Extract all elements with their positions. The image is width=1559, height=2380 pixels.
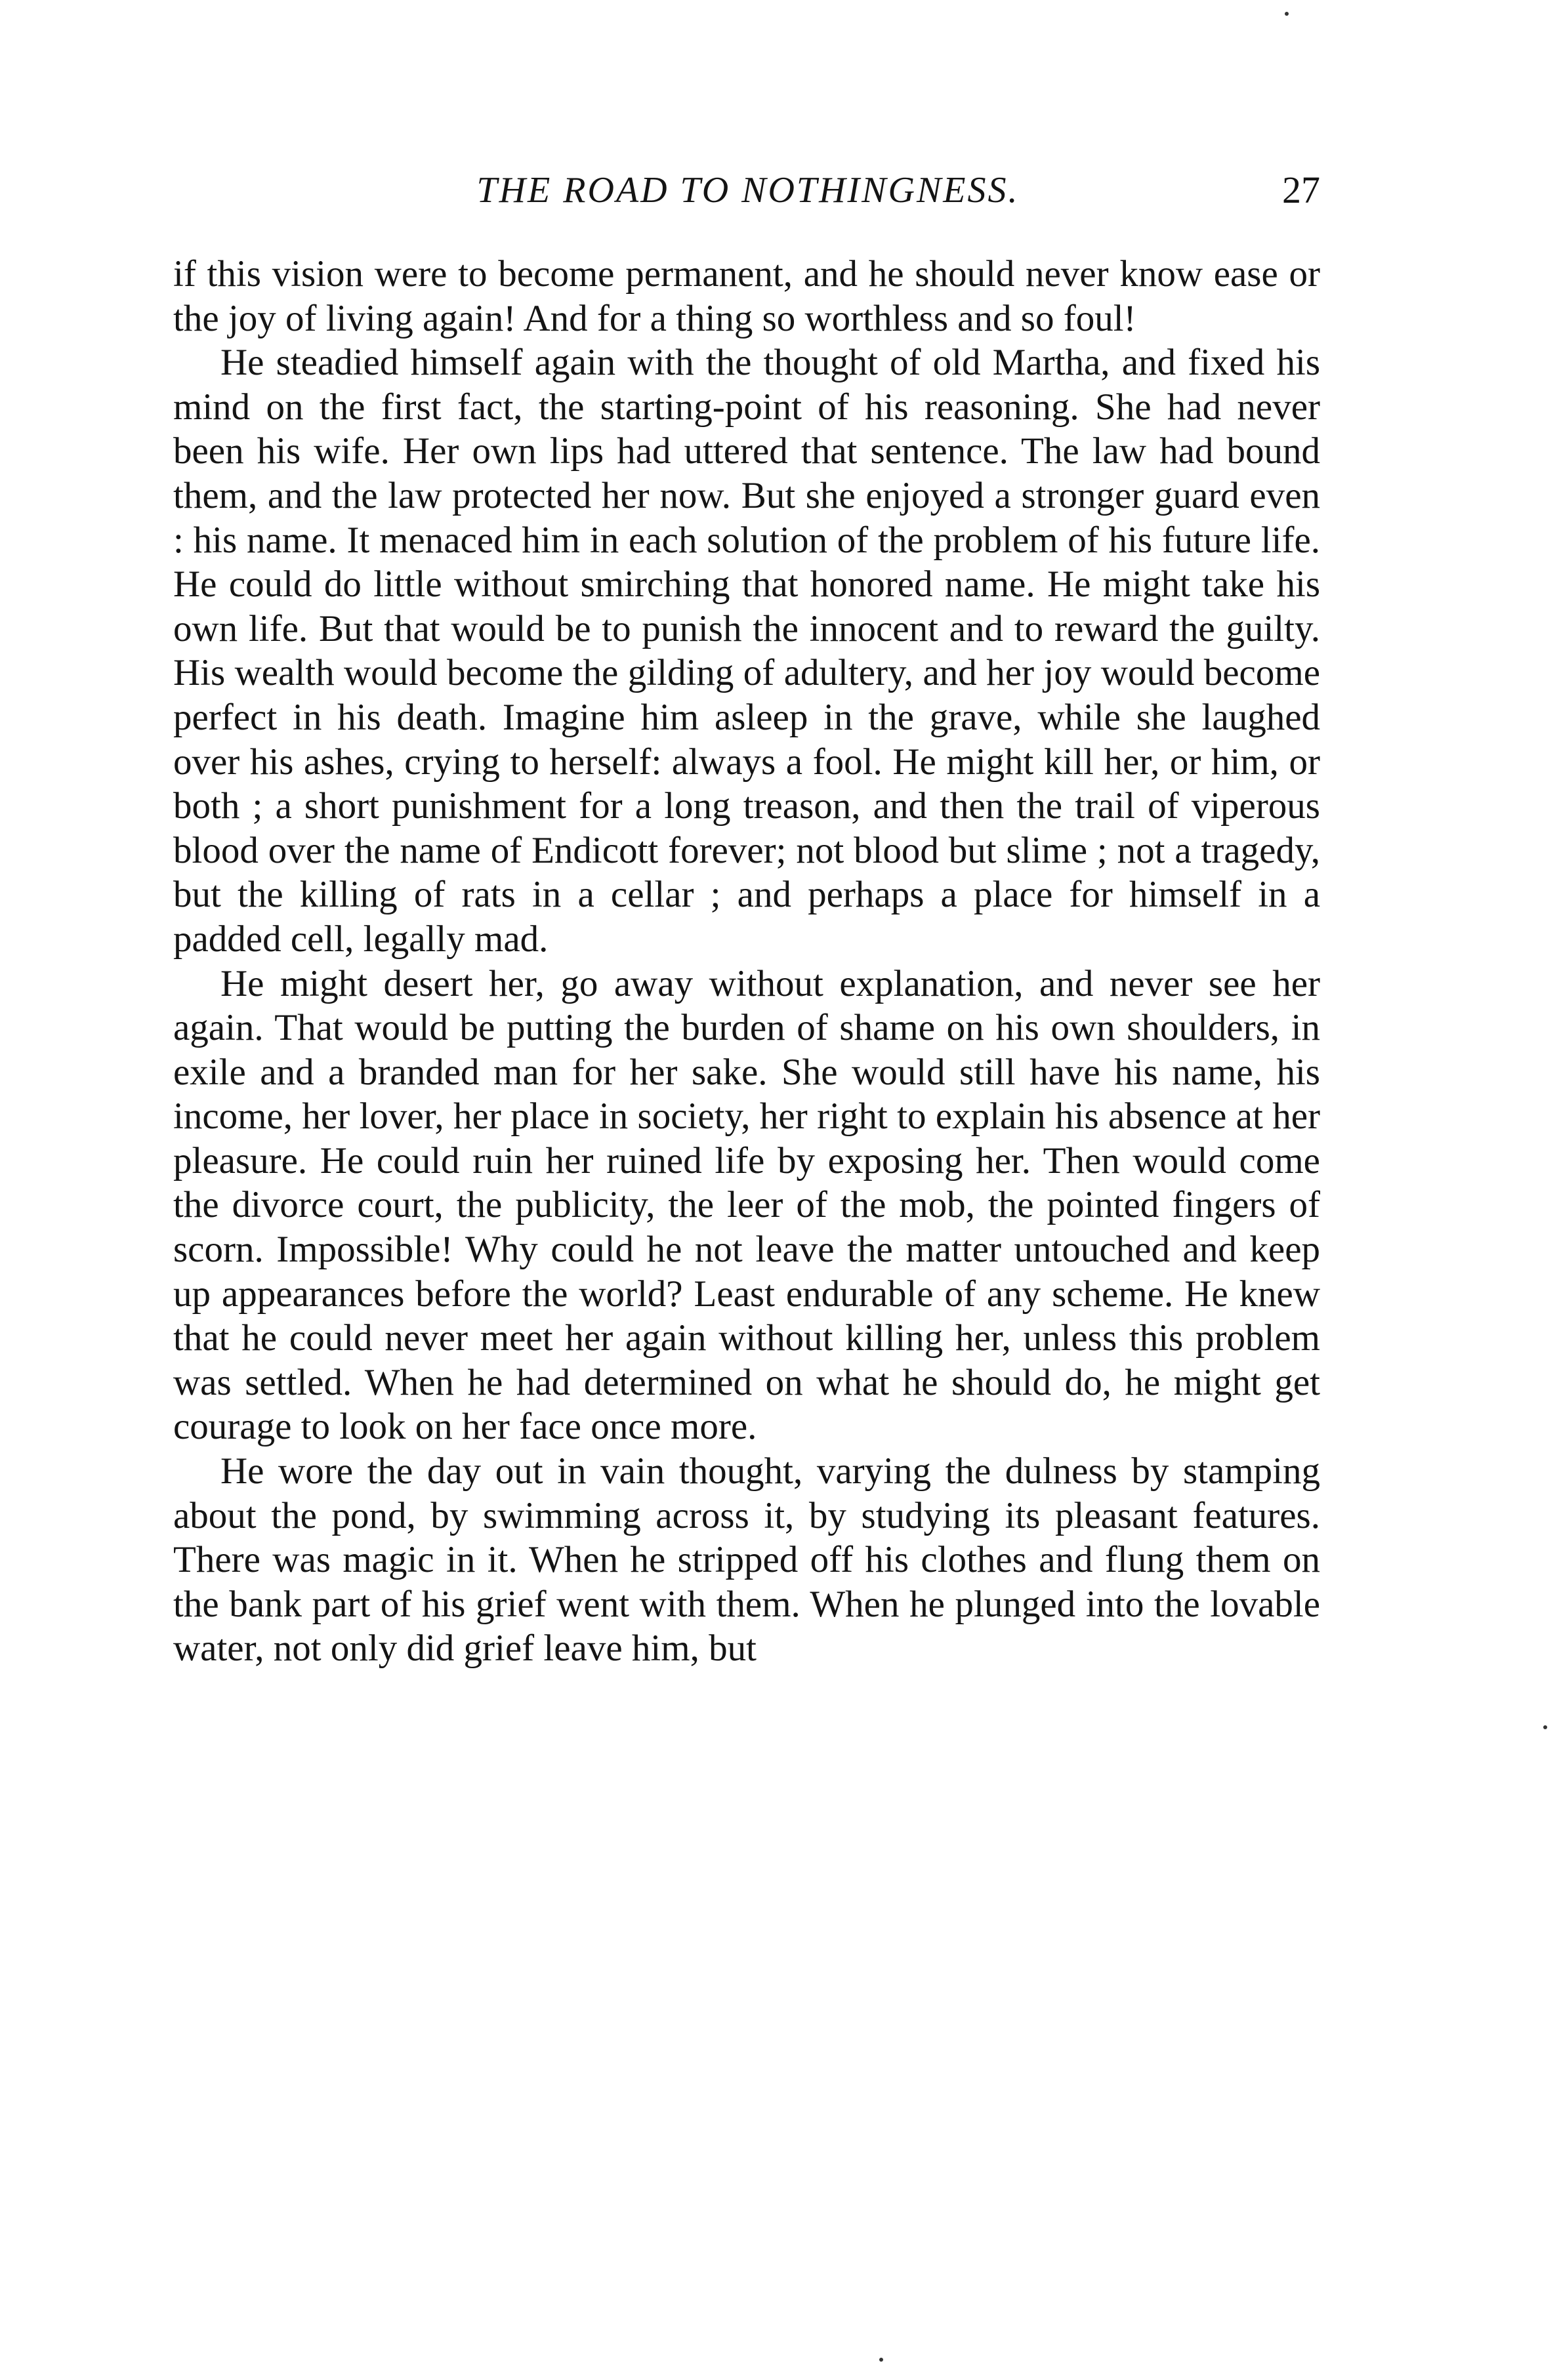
running-title: THE ROAD TO NOTHINGNESS. [476, 170, 1020, 211]
paragraph: He steadied himself again with the thought of old Martha, and fixed his mind on the first fact, the starting-point of his reasoning. She had never been his wife. Her own lips had uttered that sentence. The law had bound them, and the law protected her now. But she enjoyed a stronger guard even : his name. It menaced him in each solution of the problem of his future life. He could do little without smirching that honored name. He might take his own life. But that would be to punish the innocent and to reward the guilty. His wealth would become the gilding of adultery, and her joy would become perfect in his death. Imagine him asleep in the grave, while she laughed over his ashes, crying to herself: always a fool. He might kill her, or him, or both ; a short punishment for a long treason, and then the trail of viperous blood over the name of Endicott forever; not blood but slime ; not a tragedy, but the killing of rats in a cellar ; and perhaps a place for himself in a padded cell, legally mad. [173, 342, 1320, 960]
print-speck [1285, 12, 1289, 16]
paragraph: He might desert her, go away without explanation, and never see her again. That would be putting the burden of shame on his own shoulders, in exile and a branded man for her sake. She would still have his name, his income, her lover, her place in society, her right to explain his absence at her pleasure. He could ruin her ruined life by exposing her. Then would come the divorce court, the publicity, the leer of the mob, the pointed fingers of scorn. Impossible! Why could he not leave the matter untouched and keep up appearances before the world? Least endurable of any scheme. He knew that he could never meet her again without killing her, unless this problem was settled. When he had determined on what he should do, he might get courage to look on her face once more. [173, 962, 1320, 1448]
page-header [176, 164, 1320, 216]
paragraph-continuation: if this vision were to become permanent, and he should never know ease or the joy of living again! And for a thing so worthless and so foul! [173, 253, 1320, 339]
print-speck [1543, 1725, 1547, 1729]
print-speck [879, 2358, 883, 2362]
page-number: 27 [1282, 169, 1320, 211]
body-text [173, 252, 1320, 1671]
paragraph: He wore the day out in vain thought, varying the dulness by stamping about the pond, by swimming across it, by studying its pleasant features. There was magic in it. When he stripped off his clothes and flung them on the bank part of his grief went with them. When he plunged into the lovable water, not only did grief leave him, but [173, 1450, 1320, 1670]
